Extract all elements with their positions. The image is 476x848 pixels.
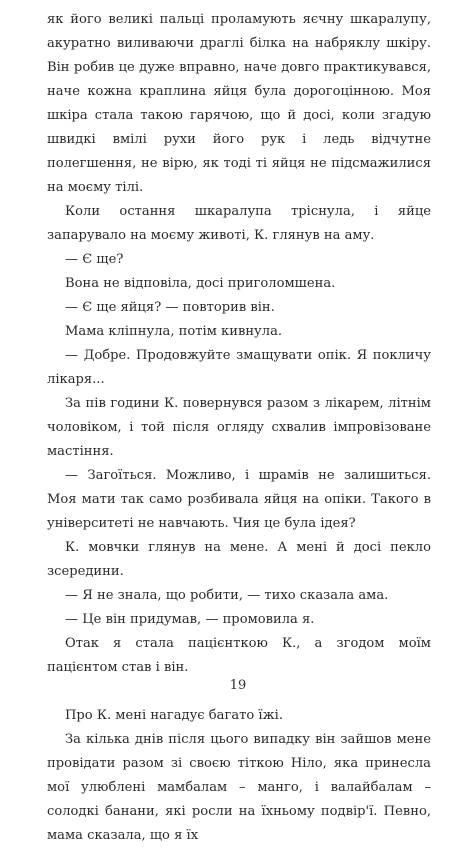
paragraph: як його великі пальці проламують яєчну шкаралупу, акуратно виливаючи драглі білка на набряклу шкіру. Він робив це дуже вправно, наче довго практикувався, наче кожна краплина яйця була дорогоцінною. Моя шкіра стала такою гарячою, що й досі, коли згадую швидкі вмілі рухи його рук і ледь відчутне полегшення, не вірю, як тоді ті яйця не підсмажилися на моєму тілі.	[47, 12, 431, 195]
dialogue-line: — Я не знала, що робити, — тихо сказала ама.	[65, 588, 389, 603]
paragraph: К. мовчки глянув на мене. А мені й досі пекло зсередини.	[47, 540, 431, 579]
paragraph: За пів години К. повернувся разом з лікарем, літнім чоловіком, і той після огляду схвалив імпровізоване мастіння.	[47, 396, 431, 459]
paragraph: Мама кліпнула, потім кивнула.	[65, 324, 283, 339]
paragraph: За кілька днів після цього випадку він зайшов мене провідати разом зі своєю тіткою Ніло, яка принесла мої улюблені мамбалам – манго, і валайбалам – солодкі банани, які росли на їхньому подвір'ї. Певно, мама сказала, що я їх	[47, 732, 431, 843]
body-text	[47, 8, 431, 848]
paragraph: Вона не відповіла, досі приголомшена.	[65, 276, 336, 291]
page-number: 19	[229, 678, 247, 693]
dialogue-line: — Це він придумав, — промовила я.	[65, 612, 315, 627]
dialogue-line: — Добре. Продовжуйте змащувати опік. Я покличу лікаря...	[47, 348, 431, 387]
paragraph: Коли остання шкаралупа тріснула, і яйце запарувало на моєму животі, К. глянув на аму.	[47, 204, 431, 243]
dialogue-line: — Є ще?	[65, 252, 124, 267]
paragraph: Отак я стала пацієнткою К., а згодом моїм пацієнтом став і він.	[47, 636, 431, 675]
paragraph: Про К. мені нагадує багато їжі.	[65, 708, 284, 723]
dialogue-line: — Є ще яйця? — повторив він.	[65, 300, 275, 315]
dialogue-line: — Загоїться. Можливо, і шрамів не залишиться. Моя мати так само розбивала яйця на опіки. Такого в університеті не навчають. Чия це була ідея?	[47, 468, 431, 531]
